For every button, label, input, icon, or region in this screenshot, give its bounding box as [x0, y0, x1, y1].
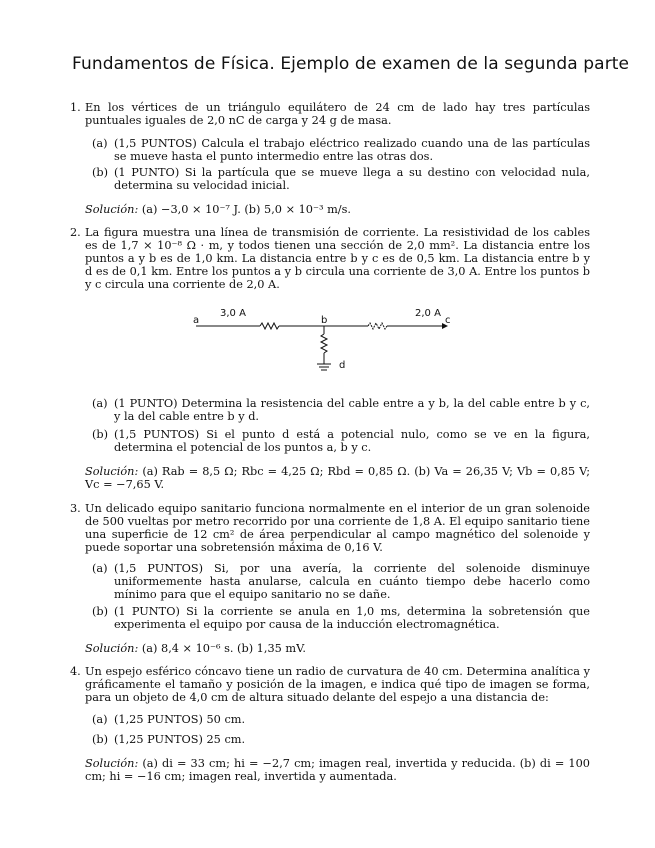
label-b: b	[321, 315, 328, 326]
question-4	[70, 665, 590, 704]
question-4-solution	[85, 757, 590, 783]
question-1-part-a	[92, 137, 590, 163]
resistor-bd	[321, 334, 327, 353]
label-current-ab: 3,0 A	[220, 308, 246, 319]
solution-label: Solución:	[85, 203, 139, 216]
part-label: (b)	[92, 166, 109, 179]
question-2-solution	[85, 465, 590, 491]
label-a: a	[193, 315, 200, 326]
part-text: (1,25 PUNTOS) 50 cm.	[114, 713, 246, 726]
solution-label: Solución:	[85, 757, 139, 770]
question-4-part-b	[92, 733, 590, 746]
question-4-part-a	[92, 713, 590, 726]
solution-text: (a) Rab = 8,5 Ω; Rbc = 4,25 Ω; Rbd = 0,85 Ω. (b) Va = 26,35 V; Vb = 0,85 V; Vc = −7,65 V.	[85, 465, 591, 491]
question-number: 2.	[70, 226, 81, 239]
solution-text: (a) 8,4 × 10⁻⁶ s. (b) 1,35 mV.	[141, 642, 306, 655]
question-2-part-b	[92, 428, 590, 454]
question-3-part-b	[92, 605, 590, 631]
part-label: (b)	[92, 733, 109, 746]
part-label: (a)	[92, 137, 108, 150]
part-label: (b)	[92, 605, 109, 618]
question-text: Un espejo esférico cóncavo tiene un radio de curvatura de 40 cm. Determina analítica y gráficamente el tamaño y posición de la imagen, e indica qué tipo de imagen se forma, para un objeto de 4,0 cm de altura situado delante del espejo a una distancia de:	[85, 665, 590, 704]
part-text: (1,5 PUNTOS) Si el punto d está a potencial nulo, como se ve en la figura, determina el potencial de los puntos a, b y c.	[114, 428, 590, 454]
part-text: (1 PUNTO) Determina la resistencia del cable entre a y b, la del cable entre b y c, y la del cable entre b y d.	[114, 397, 590, 423]
solution-text: (a) −3,0 × 10⁻⁷ J. (b) 5,0 × 10⁻³ m/s.	[141, 203, 351, 216]
solution-label: Solución:	[85, 642, 139, 655]
resistor-bc	[368, 323, 387, 329]
question-1-solution	[85, 203, 590, 216]
page-title: Fundamentos de Física. Ejemplo de examen de la segunda parte	[72, 54, 630, 74]
part-label: (a)	[92, 562, 108, 575]
part-text: (1 PUNTO) Si la partícula que se mueve llega a su destino con velocidad nula, determina su velocidad inicial.	[114, 166, 590, 192]
question-text: Un delicado equipo sanitario funciona normalmente en el interior de un gran solenoide de 500 vueltas por metro recorrido por una corriente de 1,8 A. El equipo sanitario tiene una superficie de 12 cm² de área perpendicular al campo magnético del solenoide y puede soportar una sobretensión máxima de 0,16 V.	[85, 502, 590, 554]
label-d: d	[339, 360, 346, 371]
question-text: En los vértices de un triángulo equilátero de 24 cm de lado hay tres partículas puntuales iguales de 2,0 nC de carga y 24 g de masa.	[85, 101, 590, 127]
resistor-ab	[260, 323, 279, 329]
part-label: (a)	[92, 397, 108, 410]
question-number: 3.	[70, 502, 81, 515]
question-number: 4.	[70, 665, 81, 678]
part-text: (1,5 PUNTOS) Si, por una avería, la corriente del solenoide disminuye uniformemente hasta anularse, calcula en cuánto tiempo debe hacerlo como mínimo para que el equipo sanitario no se dañe.	[114, 562, 590, 601]
label-current-bc: 2,0 A	[415, 308, 441, 319]
question-text: La figura muestra una línea de transmisión de corriente. La resistividad de los cables es de 1,7 × 10⁻⁸ Ω · m, y todos tienen una sección de 2,0 mm². La distancia entre los puntos a y b es de 1,0 km. La distancia entre b y c es de 0,5 km. La distancia entre b y d es de 0,1 km. Entre los puntos a y b circula una corriente de 3,0 A. Entre los puntos b y c circula una corriente de 2,0 A.	[85, 226, 590, 291]
transmission-line-figure	[190, 300, 460, 380]
part-text: (1,25 PUNTOS) 25 cm.	[114, 733, 246, 746]
question-2-part-a	[92, 397, 590, 423]
part-label: (b)	[92, 428, 109, 441]
part-text: (1,5 PUNTOS) Calcula el trabajo eléctrico realizado cuando una de las partículas se mueve hasta el punto intermedio entre las otras dos.	[114, 137, 590, 163]
question-3-solution	[85, 642, 590, 655]
label-c: c	[445, 315, 451, 326]
solution-text: (a) di = 33 cm; hi = −2,7 cm; imagen real, invertida y reducida. (b) di = 100 cm; hi = −16 cm; imagen real, invertida y aumentada.	[85, 757, 590, 783]
question-3	[70, 502, 590, 554]
question-3-part-a	[92, 562, 590, 601]
part-label: (a)	[92, 713, 108, 726]
question-1-part-b	[92, 166, 590, 192]
question-1	[70, 101, 590, 127]
question-number: 1.	[70, 101, 81, 114]
question-2	[70, 226, 590, 291]
part-text: (1 PUNTO) Si la corriente se anula en 1,0 ms, determina la sobretensión que experimenta el equipo por causa de la inducción electromagnética.	[114, 605, 590, 631]
solution-label: Solución:	[85, 465, 139, 478]
